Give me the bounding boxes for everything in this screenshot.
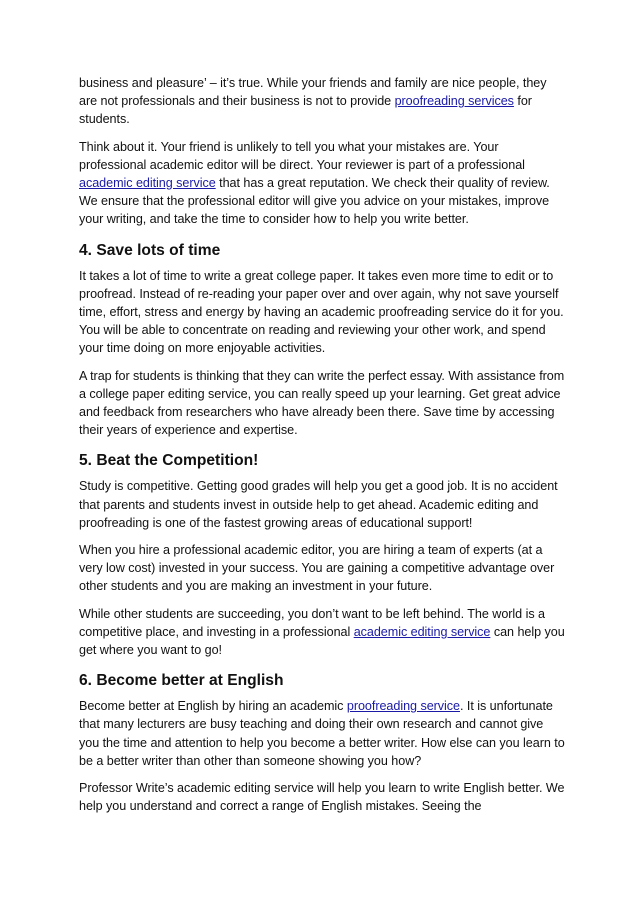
heading-better-english: 6. Become better at English	[79, 672, 284, 690]
document-page	[79, 74, 565, 825]
paragraph-professor-write: Professor Write’s academic editing service will help you learn to write English better. We help you understand and correct a range of English mistakes. Seeing the	[79, 781, 565, 814]
paragraph-friends-family: business and pleasure’ – it’s true. While your friends and family are nice people, they are not professionals and their business is not to provide proofreading services for students.	[79, 76, 547, 127]
paragraph-become-better: Become better at English by hiring an academic proofreading service. It is unfortunate that many lecturers are busy teaching and doing their own research and cannot give you the time and attention to help you become a better writer. How else can you learn to be a better writer than other than someone showing you how?	[79, 699, 565, 768]
proofreading-services-link[interactable]: proofreading services	[394, 94, 514, 109]
paragraph-think-about-it: Think about it. Your friend is unlikely to tell you what your mistakes are. Your professional academic editor will be direct. Your reviewer is part of a professional academic editing service that has a great reputation. We check their quality of review. We ensure that the professional editor will give you advice on your mistakes, improve your writing, and take the time to consider how to help you write better.	[79, 139, 550, 227]
paragraph-hire-editor: When you hire a professional academic editor, you are hiring a team of experts (at a very low cost) invested in your success. You are gaining a competitive advantage over other students and you are making an investment in your future.	[79, 543, 555, 594]
proofreading-service-link[interactable]: proofreading service	[346, 699, 460, 714]
paragraph-other-students: While other students are succeeding, you don’t want to be left behind. The world is a competitive place, and investing in a professional academic editing service can help you get where you want to go!	[79, 606, 565, 658]
paragraph-trap-for-students: A trap for students is thinking that they can write the perfect essay. With assistance from a college paper editing service, you can really speed up your learning. Get great advice and feedback from researchers who have already been there. Save time by accessing their years of experience and expertise.	[79, 368, 565, 438]
academic-editing-service-link[interactable]: academic editing service	[79, 176, 216, 191]
academic-editing-service-link-2[interactable]: academic editing service	[353, 624, 491, 639]
paragraph-time-to-write: It takes a lot of time to write a great college paper. It takes even more time to edit or to proofread. Instead of re-reading your paper over and over again, why not save yourself time, effort, stress and energy by having an academic proofreading service do it for you. You will be able to concentrate on reading and reviewing your other work, and spend your time doing on more enjoyable activities.	[79, 268, 564, 356]
heading-beat-competition: 5. Beat the Competition!	[79, 452, 259, 470]
paragraph-study-competitive: Study is competitive. Getting good grades will help you get a good job. It is no accident that parents and students invest in outside help to get ahead. Academic editing and proofreading is one of the fastest growing areas of educational support!	[79, 479, 558, 530]
heading-save-time: 4. Save lots of time	[79, 241, 221, 259]
